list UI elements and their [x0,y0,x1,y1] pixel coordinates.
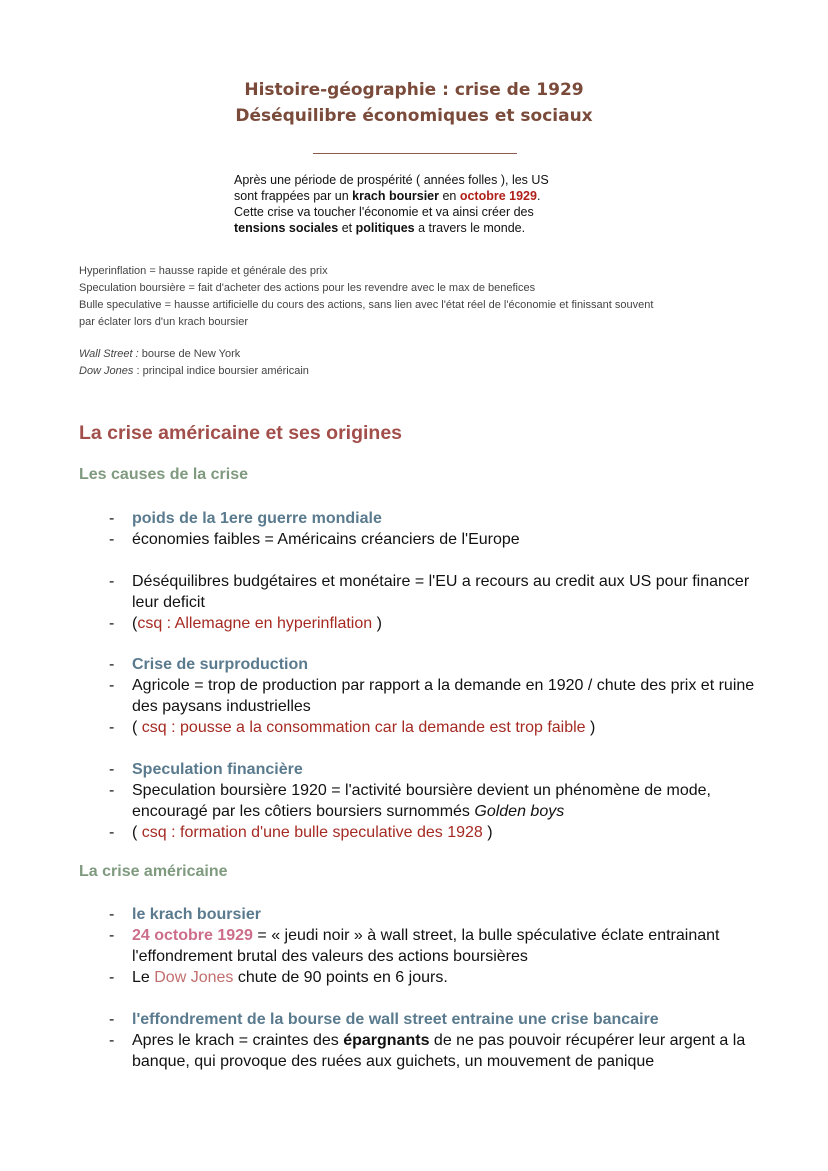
page-title: Histoire-géographie : crise de 1929 [244,80,584,100]
list-item: - Déséquilibres budgétaires et monétaire = l'EU a recours au credit aux US pour financer leur deficit [109,573,750,611]
intro-line: tensions sociales et politiques a travers le monde. [234,221,526,235]
definition-wall-street: Wall Street : bourse de New York [79,348,241,360]
list-item: - Agricole = trop de production par rapport a la demande en 1920 / chute des prix et ruine des paysans industrielles [109,677,755,715]
subsection-heading-crise: La crise américaine [79,863,228,880]
definitions-block [79,263,759,331]
list-item: - économies faibles = Américains créanciers de l'Europe [109,531,520,548]
definition-dow-jones: Dow Jones : principal indice boursier américain [79,365,309,377]
list-item: - 24 octobre 1929 = « jeudi noir » à wall street, la bulle spéculative éclate entrainant l'effondrement brutal des valeurs des actions boursières [109,927,720,965]
list-item: - (csq : Allemagne en hyperinflation ) [109,615,382,632]
intro-paragraph [234,172,614,236]
page-subtitle: Déséquilibre économiques et sociaux [235,106,593,126]
list-item: - Le Dow Jones chute de 90 points en 6 jours. [109,969,448,986]
list-item: - Crise de surproduction [109,656,309,673]
list-item: - Apres le krach = craintes des épargnants de ne pas pouvoir récupérer leur argent a la banque, qui provoque des ruées aux guichets, un mouvement de panique [109,1032,746,1070]
list-item: - ( csq : formation d'une bulle speculative des 1928 ) [109,824,493,841]
definition-bulle-cont: par éclater lors d'un krach boursier [79,316,249,328]
intro-line: Cette crise va toucher l'économie et va ainsi créer des [234,205,534,219]
intro-line: Après une période de prospérité ( années folles ), les US [234,173,549,187]
list-item: - le krach boursier [109,906,261,923]
section-heading: La crise américaine et ses origines [79,422,403,444]
definition-hyperinflation: Hyperinflation = hausse rapide et générale des prix [79,265,328,277]
intro-line: sont frappées par un krach boursier en octobre 1929. [234,189,541,203]
title-divider [313,153,517,154]
list-item: - ( csq : pousse a la consommation car la demande est trop faible ) [109,719,596,736]
definition-bulle: Bulle speculative = hausse artificielle du cours des actions, sans lien avec l'état réel de l'économie et finissant souvent [79,299,654,311]
date-highlight: octobre 1929 [459,189,537,203]
list-item: - poids de la 1ere guerre mondiale [109,510,382,527]
list-item: - Speculation boursière 1920 = l'activité boursière devient un phénomène de mode, encouragé par les côtiers boursiers surnommés Golden boys [109,782,711,820]
krach-term: krach boursier [352,189,439,203]
definitions-block-2 [79,346,759,380]
definition-speculation: Speculation boursière = fait d'acheter des actions pour les revendre avec le max de benefices [79,282,536,294]
list-item: - Speculation financière [109,761,303,778]
subsection-heading-causes: Les causes de la crise [79,466,248,483]
list-item: - l'effondrement de la bourse de wall street entraine une crise bancaire [109,1011,659,1028]
